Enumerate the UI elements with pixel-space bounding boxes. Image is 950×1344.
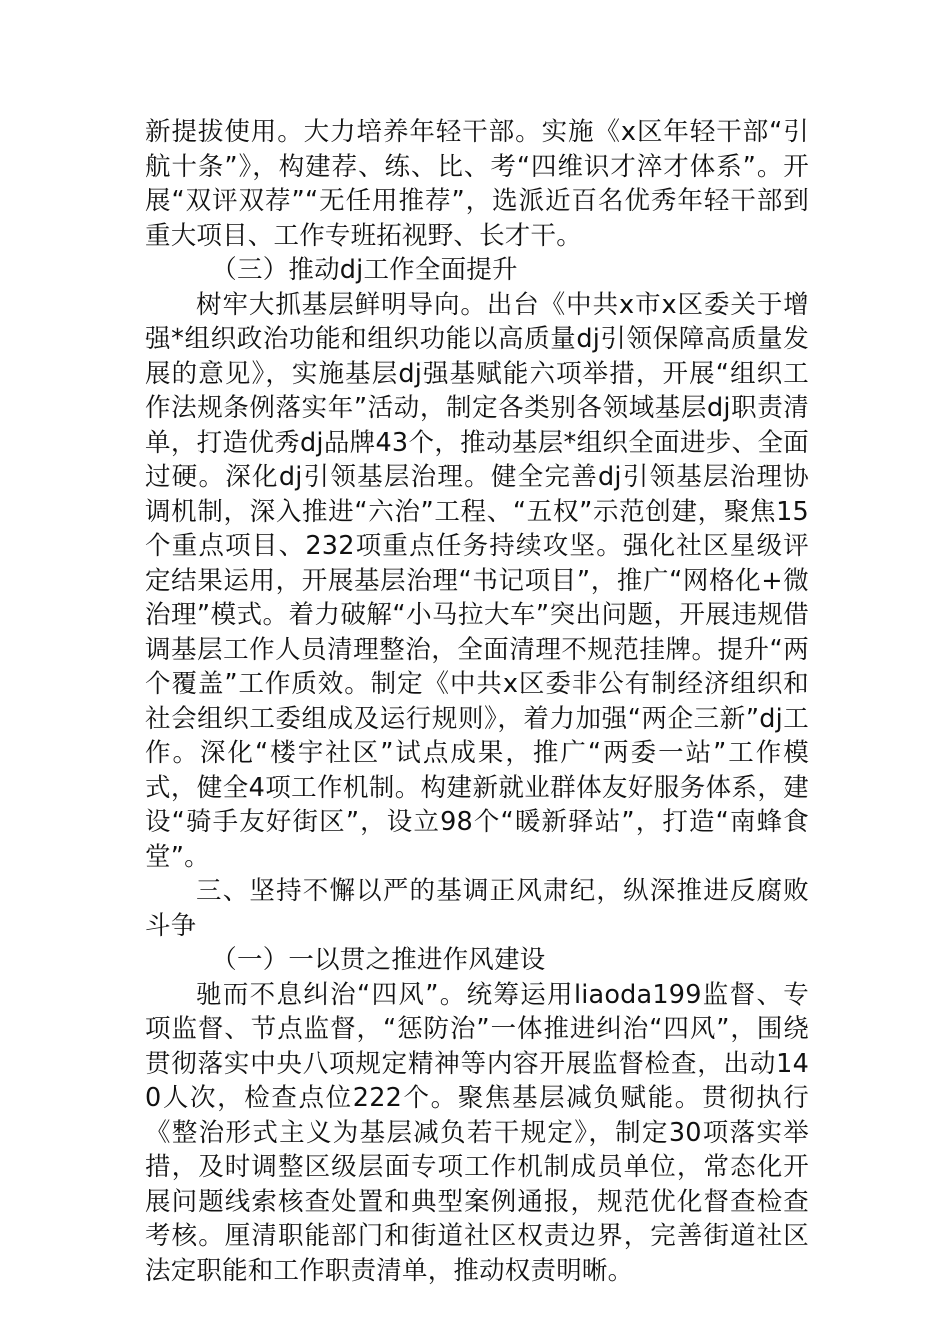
chapter-heading-3: 三、坚持不懈以严的基调正风肃纪，纵深推进反腐败斗争 [145,876,809,941]
paragraph-grassroots: 树牢大抓基层鲜明导向。出台《中共x市x区委关于增强*组织政治功能和组织功能以高质量dj引领保障高质量发展的意见》，实施基层dj强基赋能六项举措，开展“组织工作法规条例落实年”活动，制定各类别各领域基层dj职责清单，打造优秀dj品牌43个，推动基层*组织全面进步、全面过硬。深化dj引领基层治理。健全完善dj引领基层治理协调机制，深入推进“六治”工程、“五权”示范创建，聚焦15个重点项目、232项重点任务持续攻坚。强化社区星级评定结果运用，开展基层治理“书记项目”，推广“网格化+微治理”模式。着力破解“小马拉大车”突出问题，开展违规借调基层工作人员清理整治，全面清理不规范挂牌。提升“两个覆盖”工作质效。制定《中共x区委非公有制经济组织和社会组织工委组成及运行规则》，着力加强“两企三新”dj工作。深化“楼宇社区”试点成果，推广“两委一站”工作模式，健全4项工作机制。构建新就业群体友好服务体系，建设“骑手友好街区”，设立98个“暖新驿站”，打造“南蜂食堂”。 [145,289,809,872]
paragraph-conduct: 驰而不息纠治“四风”。统筹运用liaoda199监督、专项监督、节点监督，“惩防治”一体推进纠治“四风”，围绕贯彻落实中央八项规定精神等内容开展监督检查，出动140人次，检查点位222个。聚焦基层减负赋能。贯彻执行《整治形式主义为基层减负若干规定》，制定30项落实举措，及时调整区级层面专项工作机制成员单位，常态化开展问题线索核查处置和典型案例通报，规范优化督查检查考核。厘清职能部门和街道社区权责边界，完善街道社区法定职能和工作职责清单，推动权责明晰。 [145,979,809,1286]
paragraph-continued: 新提拔使用。大力培养年轻干部。实施《x区年轻干部“引航十条”》，构建荐、练、比、考“四维识才淬才体系”。开展“双评双荐”“无任用推荐”，选派近百名优秀年轻干部到重大项目、工作专班拓视野、长才干。 [145,117,809,251]
document-body [145,115,809,1288]
section-heading-3: （三）推动dj工作全面提升 [211,255,518,285]
section-heading-1: （一）一以贯之推进作风建设 [211,945,546,975]
